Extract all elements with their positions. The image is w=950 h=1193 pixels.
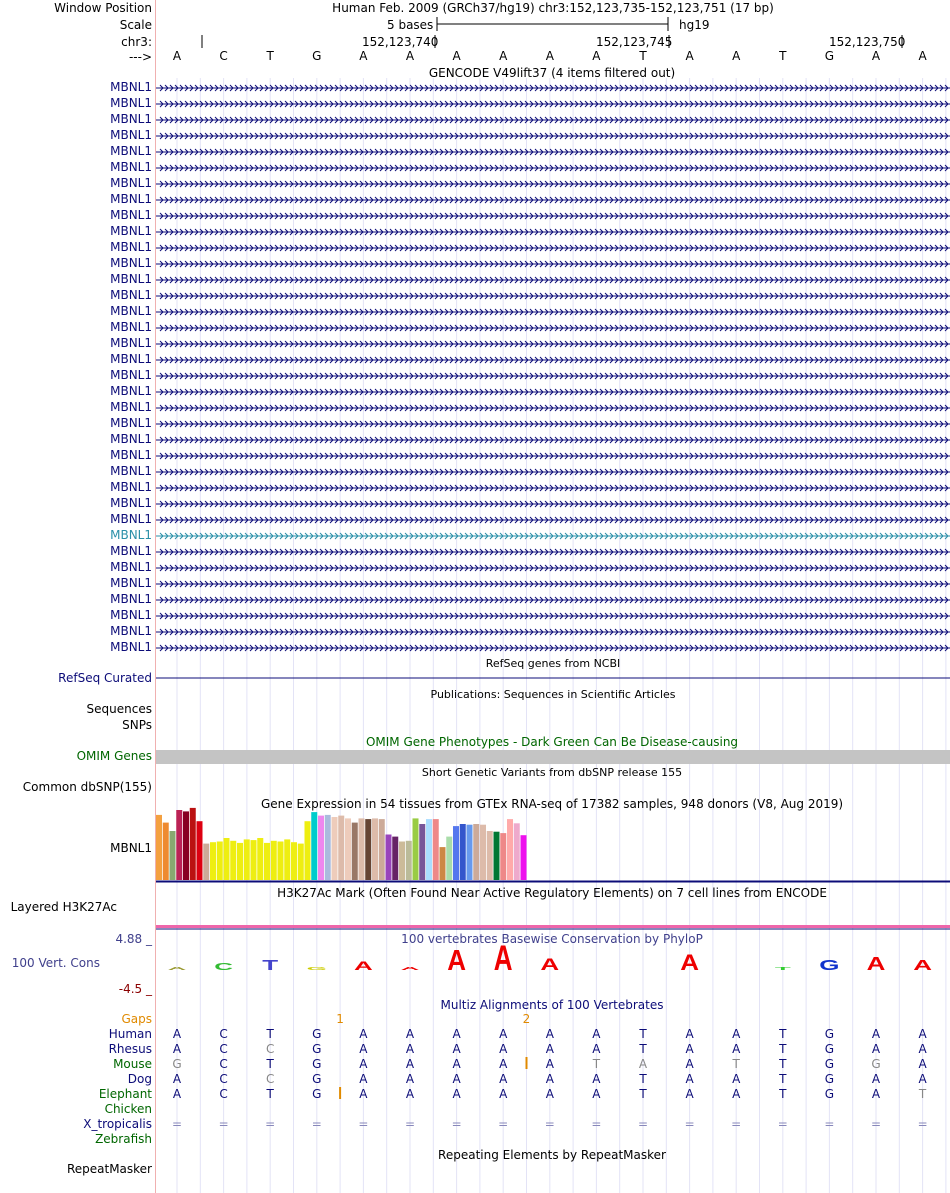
base-letter: T bbox=[639, 49, 647, 63]
aligned-base: A bbox=[452, 1072, 461, 1086]
gencode-transcript-label[interactable]: MBNL1 bbox=[110, 256, 152, 270]
aligned-base: A bbox=[545, 1027, 554, 1041]
species-label[interactable]: Chicken bbox=[104, 1102, 152, 1116]
aligned-base: T bbox=[779, 1042, 787, 1056]
aligned-base: = bbox=[684, 1117, 695, 1131]
snps-track-label[interactable]: SNPs bbox=[122, 718, 152, 732]
cons-min-label: -4.5 _ bbox=[118, 982, 152, 996]
aligned-base: T bbox=[592, 1057, 601, 1071]
gencode-transcript-label[interactable]: MBNL1 bbox=[110, 368, 152, 382]
aligned-base: T bbox=[779, 1072, 787, 1086]
aligned-base: A bbox=[918, 1042, 927, 1056]
base-letter: C bbox=[219, 49, 228, 63]
aligned-base: A bbox=[499, 1027, 508, 1041]
species-label[interactable]: Rhesus bbox=[108, 1042, 152, 1056]
aligned-base: A bbox=[405, 1027, 415, 1041]
species-label[interactable]: Elephant bbox=[98, 1087, 152, 1101]
aligned-base: A bbox=[545, 1057, 554, 1071]
aligned-base: = bbox=[637, 1117, 649, 1131]
base-letter: A bbox=[918, 49, 927, 63]
h3k27ac-title[interactable]: H3K27Ac Mark (Often Found Near Active Regulatory Elements) on 7 cell lines from ENCODE bbox=[277, 886, 827, 900]
aligned-base: C bbox=[219, 1027, 228, 1041]
gencode-transcript-label[interactable]: MBNL1 bbox=[110, 608, 152, 622]
species-label[interactable]: X_tropicalis bbox=[83, 1117, 152, 1131]
gencode-transcript-label[interactable]: MBNL1 bbox=[110, 336, 152, 350]
aligned-base: A bbox=[499, 1072, 508, 1086]
aligned-base: A bbox=[172, 1027, 182, 1041]
aligned-base: A bbox=[732, 1072, 741, 1086]
aligned-base: A bbox=[592, 1027, 601, 1041]
gencode-transcript-label[interactable]: MBNL1 bbox=[110, 352, 152, 366]
aligned-base: A bbox=[499, 1087, 508, 1101]
aligned-base: A bbox=[545, 1072, 554, 1086]
aligned-base: A bbox=[172, 1087, 182, 1101]
sequences-track-label[interactable]: Sequences bbox=[86, 702, 152, 716]
aligned-base: A bbox=[405, 1042, 415, 1056]
aligned-base: T bbox=[266, 1027, 274, 1041]
aligned-base: T bbox=[779, 1057, 787, 1071]
aligned-base: = bbox=[917, 1117, 928, 1131]
aligned-base: A bbox=[172, 1042, 182, 1056]
position-tick-2: 152,123,745 bbox=[596, 35, 673, 49]
aligned-base: G bbox=[824, 1087, 835, 1101]
aligned-base: G bbox=[824, 1042, 835, 1056]
aligned-base: T bbox=[779, 1027, 787, 1041]
species-label[interactable]: Dog bbox=[127, 1072, 152, 1086]
refseq-title[interactable]: RefSeq genes from NCBI bbox=[485, 657, 621, 670]
base-letter: A bbox=[545, 49, 554, 63]
aligned-base: = bbox=[544, 1117, 555, 1131]
base-letter: T bbox=[266, 49, 274, 63]
omim-title[interactable]: OMIM Gene Phenotypes - Dark Green Can Be Disease-causing bbox=[365, 735, 739, 749]
repeatmasker-track-label[interactable]: RepeatMasker bbox=[66, 1162, 152, 1176]
gencode-title[interactable]: GENCODE V49lift37 (4 items filtered out) bbox=[428, 66, 676, 80]
aligned-base: G bbox=[312, 1072, 322, 1086]
aligned-base: A bbox=[732, 1042, 741, 1056]
aligned-base: A bbox=[405, 1087, 415, 1101]
aligned-base: T bbox=[918, 1087, 927, 1101]
species-label[interactable]: Zebrafish bbox=[95, 1132, 152, 1146]
scale-bar-db: hg19 bbox=[679, 18, 710, 32]
gencode-transcript-label[interactable]: MBNL1 bbox=[110, 224, 152, 238]
aligned-base: A bbox=[871, 1087, 881, 1101]
gencode-transcript-label[interactable]: MBNL1 bbox=[110, 160, 152, 174]
aligned-base: G bbox=[312, 1027, 322, 1041]
aligned-base: T bbox=[639, 1027, 647, 1041]
aligned-base: A bbox=[499, 1042, 508, 1056]
multiz-title[interactable]: Multiz Alignments of 100 Vertebrates bbox=[440, 998, 664, 1012]
cons-track-label[interactable]: 100 Vert. Cons bbox=[11, 956, 100, 970]
aligned-base: G bbox=[172, 1057, 182, 1071]
base-letter: G bbox=[312, 49, 322, 63]
aligned-base: = bbox=[870, 1117, 882, 1131]
aligned-base: C bbox=[219, 1057, 228, 1071]
gencode-transcript-label[interactable]: MBNL1 bbox=[110, 464, 152, 478]
aligned-base: = bbox=[451, 1117, 462, 1131]
aligned-base: A bbox=[452, 1087, 461, 1101]
aligned-base: A bbox=[732, 1027, 741, 1041]
scale-label: Scale bbox=[119, 18, 152, 32]
gap-count: 1 bbox=[336, 1012, 344, 1026]
gtex-track-label[interactable]: MBNL1 bbox=[110, 841, 152, 855]
aligned-base: A bbox=[405, 1072, 415, 1086]
cons-logo-letter: G bbox=[819, 957, 840, 974]
aligned-base: A bbox=[592, 1087, 601, 1101]
scale-bar-text: 5 bases bbox=[387, 18, 434, 32]
cons-logo-letter: A bbox=[400, 966, 420, 971]
base-letter: A bbox=[452, 49, 461, 63]
aligned-base: C bbox=[265, 1072, 275, 1086]
gencode-transcript-label[interactable]: MBNL1 bbox=[110, 176, 152, 190]
aligned-base: A bbox=[685, 1042, 694, 1056]
aligned-base: A bbox=[871, 1027, 881, 1041]
aligned-base: A bbox=[545, 1042, 554, 1056]
browser-image[interactable] bbox=[156, 0, 950, 1193]
gencode-transcript-label[interactable]: MBNL1 bbox=[110, 512, 152, 526]
gencode-transcript-label[interactable]: MBNL1 bbox=[110, 624, 152, 638]
gencode-transcript-label[interactable]: MBNL1 bbox=[110, 592, 152, 606]
cons-title[interactable]: 100 vertebrates Basewise Conservation by PhyloP bbox=[401, 932, 703, 946]
cons-logo-letter: A bbox=[354, 959, 373, 974]
gap-count: 2 bbox=[522, 1012, 531, 1026]
omim-track-label[interactable]: OMIM Genes bbox=[76, 749, 152, 763]
window-position-label: Window Position bbox=[54, 1, 152, 15]
aligned-base: A bbox=[359, 1057, 368, 1071]
base-letter: A bbox=[499, 49, 508, 63]
dbsnp-track-label[interactable]: Common dbSNP(155) bbox=[22, 780, 152, 794]
aligned-base: G bbox=[824, 1057, 835, 1071]
repeatmasker-title[interactable]: Repeating Elements by RepeatMasker bbox=[438, 1148, 666, 1162]
cons-logo-letter: A bbox=[540, 954, 560, 974]
aligned-base: A bbox=[452, 1042, 461, 1056]
aligned-base: T bbox=[639, 1087, 647, 1101]
aligned-base: C bbox=[219, 1087, 228, 1101]
chrom-label: chr3: bbox=[121, 35, 152, 49]
aligned-base: G bbox=[824, 1072, 835, 1086]
gencode-transcript-label[interactable]: MBNL1 bbox=[110, 144, 152, 158]
cons-logo-letter: A bbox=[447, 943, 466, 977]
base-letter: A bbox=[871, 49, 881, 63]
publications-title[interactable]: Publications: Sequences in Scientific Articles bbox=[430, 688, 676, 701]
aligned-base: A bbox=[545, 1087, 554, 1101]
gencode-transcript-label[interactable]: MBNL1 bbox=[110, 528, 152, 542]
species-label[interactable]: Human bbox=[108, 1027, 152, 1041]
aligned-base: = bbox=[824, 1117, 835, 1131]
aligned-base: = bbox=[498, 1117, 509, 1131]
gaps-label: Gaps bbox=[121, 1012, 152, 1026]
gencode-transcript-label[interactable]: MBNL1 bbox=[110, 288, 152, 302]
cons-logo-letter: A bbox=[913, 957, 932, 974]
cons-max-label: 4.88 _ bbox=[115, 932, 152, 946]
aligned-base: = bbox=[591, 1117, 602, 1131]
aligned-base: A bbox=[499, 1057, 508, 1071]
refseq-track-label[interactable]: RefSeq Curated bbox=[58, 671, 152, 685]
aligned-base: A bbox=[918, 1057, 927, 1071]
gtex-title[interactable]: Gene Expression in 54 tissues from GTEx RNA-seq of 17382 samples, 948 donors (V8, Aug 2019) bbox=[260, 797, 844, 811]
h3k27ac-track-label[interactable]: Layered H3K27Ac bbox=[10, 900, 117, 914]
gencode-transcript-label[interactable]: MBNL1 bbox=[110, 416, 152, 430]
base-letter: G bbox=[824, 49, 835, 63]
aligned-base: T bbox=[779, 1087, 787, 1101]
gencode-transcript-label[interactable]: MBNL1 bbox=[110, 544, 152, 558]
aligned-base: C bbox=[219, 1072, 228, 1086]
aligned-base: A bbox=[405, 1057, 415, 1071]
strand-label: ---> bbox=[128, 50, 152, 64]
gencode-transcript-label[interactable]: MBNL1 bbox=[110, 272, 152, 286]
aligned-base: A bbox=[452, 1027, 461, 1041]
aligned-base: = bbox=[311, 1117, 322, 1131]
aligned-base: A bbox=[359, 1087, 368, 1101]
cons-logo-letter: G bbox=[306, 965, 327, 972]
aligned-base: A bbox=[685, 1057, 694, 1071]
aligned-base: A bbox=[638, 1057, 648, 1071]
aligned-base: = bbox=[731, 1117, 742, 1131]
assembly-title: Human Feb. 2009 (GRCh37/hg19) chr3:152,123,735-152,123,751 (17 bp) bbox=[332, 1, 774, 15]
gencode-transcript-label[interactable]: MBNL1 bbox=[110, 112, 152, 126]
base-letter: A bbox=[592, 49, 601, 63]
aligned-base: A bbox=[359, 1042, 368, 1056]
cons-logo-letter: T bbox=[774, 965, 791, 972]
aligned-base: T bbox=[266, 1087, 274, 1101]
aligned-base: = bbox=[358, 1117, 369, 1131]
base-letter: A bbox=[359, 49, 368, 63]
aligned-base: A bbox=[918, 1072, 927, 1086]
aligned-base: = bbox=[404, 1117, 416, 1131]
aligned-base: A bbox=[172, 1072, 182, 1086]
aligned-base: A bbox=[871, 1072, 881, 1086]
aligned-base: A bbox=[685, 1027, 694, 1041]
species-label[interactable]: Mouse bbox=[113, 1057, 152, 1071]
aligned-base: A bbox=[592, 1072, 601, 1086]
gencode-transcript-label[interactable]: MBNL1 bbox=[110, 96, 152, 110]
base-letter: A bbox=[685, 49, 694, 63]
aligned-base: A bbox=[359, 1027, 368, 1041]
gencode-transcript-label[interactable]: MBNL1 bbox=[110, 400, 152, 414]
dbsnp-title[interactable]: Short Genetic Variants from dbSNP release 155 bbox=[421, 766, 683, 779]
gencode-transcript-label[interactable]: MBNL1 bbox=[110, 576, 152, 590]
aligned-base: A bbox=[685, 1087, 694, 1101]
aligned-base: A bbox=[871, 1042, 881, 1056]
position-tick-1: 152,123,740 bbox=[362, 35, 439, 49]
base-letter: T bbox=[779, 49, 787, 63]
aligned-base: C bbox=[265, 1042, 275, 1056]
gencode-transcript-label[interactable]: MBNL1 bbox=[110, 448, 152, 462]
aligned-base: T bbox=[732, 1057, 740, 1071]
gencode-transcript-label[interactable]: MBNL1 bbox=[110, 560, 152, 574]
base-letter: A bbox=[405, 49, 415, 63]
cons-logo-letter: C bbox=[214, 961, 233, 973]
aligned-base: G bbox=[824, 1027, 835, 1041]
aligned-base: G bbox=[312, 1042, 322, 1056]
aligned-base: A bbox=[685, 1072, 694, 1086]
aligned-base: T bbox=[266, 1057, 274, 1071]
gencode-transcript-label[interactable]: MBNL1 bbox=[110, 496, 152, 510]
aligned-base: A bbox=[918, 1027, 927, 1041]
aligned-base: = bbox=[218, 1117, 229, 1131]
cons-logo-letter: A bbox=[866, 953, 886, 975]
gencode-transcript-label[interactable]: MBNL1 bbox=[110, 128, 152, 142]
aligned-base: T bbox=[639, 1042, 647, 1056]
cons-logo-letter: A bbox=[493, 938, 513, 978]
aligned-base: = bbox=[265, 1117, 276, 1131]
cons-logo-letter: T bbox=[262, 957, 279, 974]
aligned-base: G bbox=[312, 1087, 322, 1101]
aligned-base: A bbox=[359, 1072, 368, 1086]
cons-logo-letter: A bbox=[167, 966, 187, 971]
aligned-base: A bbox=[732, 1087, 741, 1101]
gencode-transcript-label[interactable]: MBNL1 bbox=[110, 320, 152, 334]
aligned-base: = bbox=[171, 1117, 183, 1131]
aligned-base: G bbox=[871, 1057, 881, 1071]
gencode-transcript-label[interactable]: MBNL1 bbox=[110, 384, 152, 398]
gencode-transcript-label[interactable]: MBNL1 bbox=[110, 304, 152, 318]
track-label-column bbox=[0, 0, 155, 1193]
cons-logo-letter: A bbox=[680, 950, 699, 976]
gencode-transcript-label[interactable]: MBNL1 bbox=[110, 80, 152, 94]
aligned-base: A bbox=[452, 1057, 461, 1071]
gencode-transcript-label[interactable]: MBNL1 bbox=[110, 640, 152, 654]
gencode-transcript-label[interactable]: MBNL1 bbox=[110, 192, 152, 206]
aligned-base: A bbox=[592, 1042, 601, 1056]
aligned-base: T bbox=[639, 1072, 647, 1086]
base-letter: A bbox=[172, 49, 182, 63]
gencode-transcript-label[interactable]: MBNL1 bbox=[110, 208, 152, 222]
gencode-transcript-label[interactable]: MBNL1 bbox=[110, 480, 152, 494]
base-letter: A bbox=[732, 49, 741, 63]
gencode-transcript-label[interactable]: MBNL1 bbox=[110, 240, 152, 254]
gencode-transcript-label[interactable]: MBNL1 bbox=[110, 432, 152, 446]
aligned-base: G bbox=[312, 1057, 322, 1071]
position-tick-3: 152,123,750 bbox=[829, 35, 906, 49]
aligned-base: C bbox=[219, 1042, 228, 1056]
aligned-base: = bbox=[777, 1117, 788, 1131]
